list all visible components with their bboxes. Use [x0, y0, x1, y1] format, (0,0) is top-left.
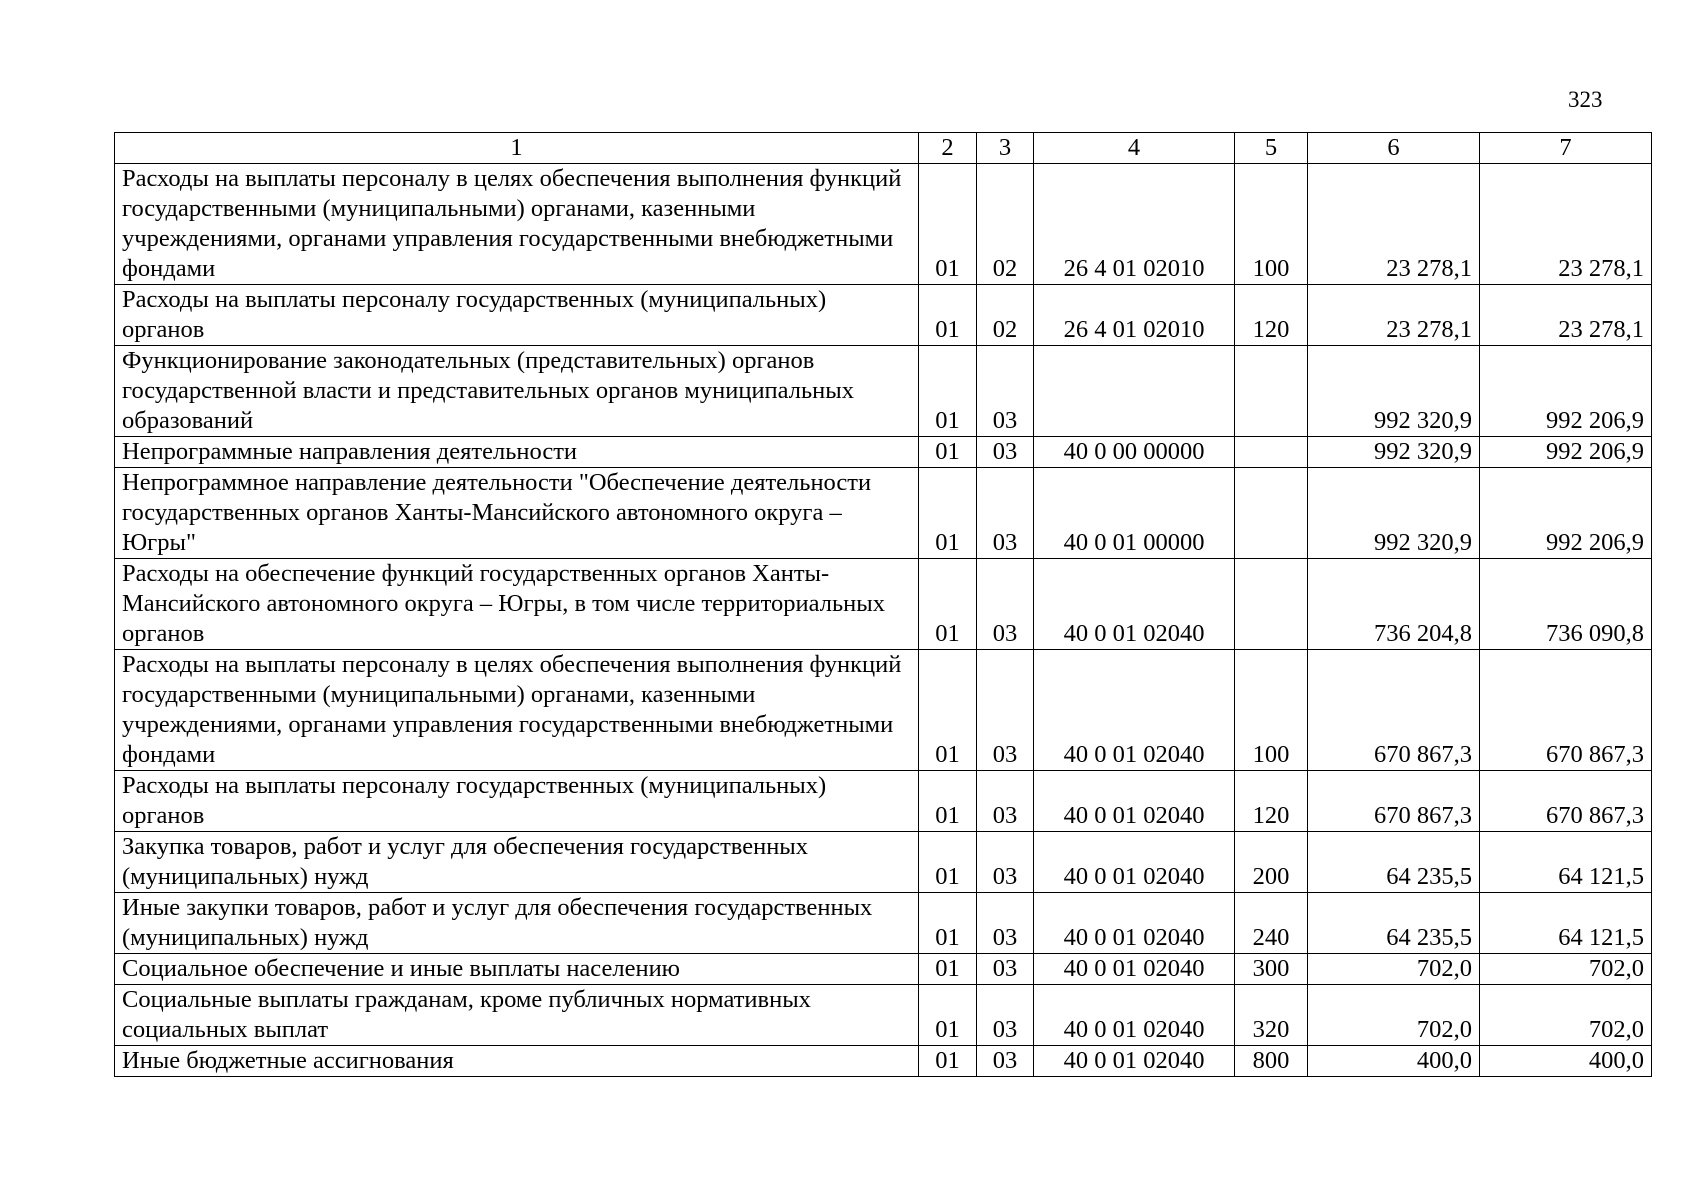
table-row	[115, 954, 1652, 985]
amount-1-cell: 736 204,8	[1308, 559, 1480, 650]
amount-1-cell: 992 320,9	[1308, 437, 1480, 468]
table-row	[115, 893, 1652, 954]
subsection-code-cell: 02	[977, 164, 1034, 285]
subsection-code-cell: 03	[977, 771, 1034, 832]
target-article-cell: 40 0 01 02040	[1034, 771, 1235, 832]
subsection-code-cell: 03	[977, 1046, 1034, 1077]
subsection-code-cell: 02	[977, 285, 1034, 346]
expense-type-cell: 800	[1235, 1046, 1308, 1077]
table-body	[115, 164, 1652, 1077]
table-row	[115, 1046, 1652, 1077]
table-row	[115, 437, 1652, 468]
amount-1-cell: 992 320,9	[1308, 468, 1480, 559]
target-article-cell: 40 0 01 02040	[1034, 893, 1235, 954]
subsection-code-cell: 03	[977, 468, 1034, 559]
target-article-cell: 40 0 01 02040	[1034, 832, 1235, 893]
column-header: 1	[115, 133, 919, 164]
table-row	[115, 832, 1652, 893]
table-row	[115, 285, 1652, 346]
amount-1-cell: 992 320,9	[1308, 346, 1480, 437]
subsection-code-cell: 03	[977, 346, 1034, 437]
column-header: 3	[977, 133, 1034, 164]
column-header: 2	[919, 133, 977, 164]
row-name-cell: Расходы на выплаты персоналу государственных (муниципальных) органов	[115, 285, 919, 346]
section-code-cell: 01	[919, 346, 977, 437]
target-article-cell: 26 4 01 02010	[1034, 285, 1235, 346]
table-row	[115, 650, 1652, 771]
amount-1-cell: 670 867,3	[1308, 771, 1480, 832]
row-name-cell: Социальные выплаты гражданам, кроме публичных нормативных социальных выплат	[115, 985, 919, 1046]
expense-type-cell: 100	[1235, 650, 1308, 771]
amount-2-cell: 23 278,1	[1480, 285, 1652, 346]
row-name-cell: Иные бюджетные ассигнования	[115, 1046, 919, 1077]
amount-2-cell: 400,0	[1480, 1046, 1652, 1077]
amount-1-cell: 670 867,3	[1308, 650, 1480, 771]
amount-1-cell: 400,0	[1308, 1046, 1480, 1077]
expense-type-cell	[1235, 437, 1308, 468]
subsection-code-cell: 03	[977, 832, 1034, 893]
section-code-cell: 01	[919, 285, 977, 346]
section-code-cell: 01	[919, 559, 977, 650]
section-code-cell: 01	[919, 437, 977, 468]
section-code-cell: 01	[919, 985, 977, 1046]
row-name-cell: Иные закупки товаров, работ и услуг для обеспечения государственных (муниципальных) нужд	[115, 893, 919, 954]
expense-type-cell: 100	[1235, 164, 1308, 285]
expense-type-cell: 300	[1235, 954, 1308, 985]
expense-type-cell	[1235, 346, 1308, 437]
expense-type-cell: 200	[1235, 832, 1308, 893]
section-code-cell: 01	[919, 771, 977, 832]
subsection-code-cell: 03	[977, 893, 1034, 954]
amount-1-cell: 64 235,5	[1308, 893, 1480, 954]
amount-2-cell: 64 121,5	[1480, 893, 1652, 954]
amount-2-cell: 992 206,9	[1480, 437, 1652, 468]
row-name-cell: Социальное обеспечение и иные выплаты населению	[115, 954, 919, 985]
row-name-cell: Расходы на обеспечение функций государственных органов Ханты-Мансийского автономного округа – Югры, в том числе территориальных органов	[115, 559, 919, 650]
amount-2-cell: 670 867,3	[1480, 771, 1652, 832]
section-code-cell: 01	[919, 954, 977, 985]
subsection-code-cell: 03	[977, 650, 1034, 771]
target-article-cell: 40 0 00 00000	[1034, 437, 1235, 468]
amount-2-cell: 670 867,3	[1480, 650, 1652, 771]
table-row	[115, 346, 1652, 437]
column-header: 4	[1034, 133, 1235, 164]
column-header: 5	[1235, 133, 1308, 164]
target-article-cell: 40 0 01 02040	[1034, 1046, 1235, 1077]
section-code-cell: 01	[919, 164, 977, 285]
table-row	[115, 559, 1652, 650]
amount-2-cell: 64 121,5	[1480, 832, 1652, 893]
page-number: 323	[1568, 87, 1603, 112]
expense-type-cell: 120	[1235, 771, 1308, 832]
subsection-code-cell: 03	[977, 985, 1034, 1046]
expense-type-cell: 240	[1235, 893, 1308, 954]
expense-type-cell: 120	[1235, 285, 1308, 346]
subsection-code-cell: 03	[977, 559, 1034, 650]
amount-2-cell: 702,0	[1480, 985, 1652, 1046]
row-name-cell: Расходы на выплаты персоналу в целях обеспечения выполнения функций государственными (муниципальными) органами, казенными учреждениями, органами управления государственными внебюджетными фондами	[115, 164, 919, 285]
target-article-cell	[1034, 346, 1235, 437]
amount-2-cell: 736 090,8	[1480, 559, 1652, 650]
target-article-cell: 40 0 01 02040	[1034, 559, 1235, 650]
subsection-code-cell: 03	[977, 954, 1034, 985]
column-header: 7	[1480, 133, 1652, 164]
amount-2-cell: 992 206,9	[1480, 468, 1652, 559]
row-name-cell: Расходы на выплаты персоналу государственных (муниципальных) органов	[115, 771, 919, 832]
expense-type-cell	[1235, 468, 1308, 559]
section-code-cell: 01	[919, 650, 977, 771]
section-code-cell: 01	[919, 832, 977, 893]
section-code-cell: 01	[919, 468, 977, 559]
amount-1-cell: 23 278,1	[1308, 285, 1480, 346]
target-article-cell: 40 0 01 02040	[1034, 985, 1235, 1046]
amount-1-cell: 702,0	[1308, 954, 1480, 985]
table-row	[115, 468, 1652, 559]
expense-type-cell: 320	[1235, 985, 1308, 1046]
column-header: 6	[1308, 133, 1480, 164]
amount-1-cell: 23 278,1	[1308, 164, 1480, 285]
section-code-cell: 01	[919, 1046, 977, 1077]
target-article-cell: 26 4 01 02010	[1034, 164, 1235, 285]
budget-table	[114, 132, 1652, 1077]
amount-1-cell: 64 235,5	[1308, 832, 1480, 893]
row-name-cell: Функционирование законодательных (представительных) органов государственной власти и представительных органов муниципальных образований	[115, 346, 919, 437]
target-article-cell: 40 0 01 02040	[1034, 650, 1235, 771]
subsection-code-cell: 03	[977, 437, 1034, 468]
target-article-cell: 40 0 01 02040	[1034, 954, 1235, 985]
table-row	[115, 164, 1652, 285]
row-name-cell: Непрограммные направления деятельности	[115, 437, 919, 468]
row-name-cell: Расходы на выплаты персоналу в целях обеспечения выполнения функций государственными (муниципальными) органами, казенными учреждениями, органами управления государственными внебюджетными фондами	[115, 650, 919, 771]
expense-type-cell	[1235, 559, 1308, 650]
table-row	[115, 985, 1652, 1046]
header-row	[115, 133, 1652, 164]
row-name-cell: Закупка товаров, работ и услуг для обеспечения государственных (муниципальных) нужд	[115, 832, 919, 893]
amount-2-cell: 992 206,9	[1480, 346, 1652, 437]
target-article-cell: 40 0 01 00000	[1034, 468, 1235, 559]
section-code-cell: 01	[919, 893, 977, 954]
amount-2-cell: 702,0	[1480, 954, 1652, 985]
table-row	[115, 771, 1652, 832]
amount-1-cell: 702,0	[1308, 985, 1480, 1046]
amount-2-cell: 23 278,1	[1480, 164, 1652, 285]
row-name-cell: Непрограммное направление деятельности "Обеспечение деятельности государственных органов Ханты-Мансийского автономного округа – Югры"	[115, 468, 919, 559]
